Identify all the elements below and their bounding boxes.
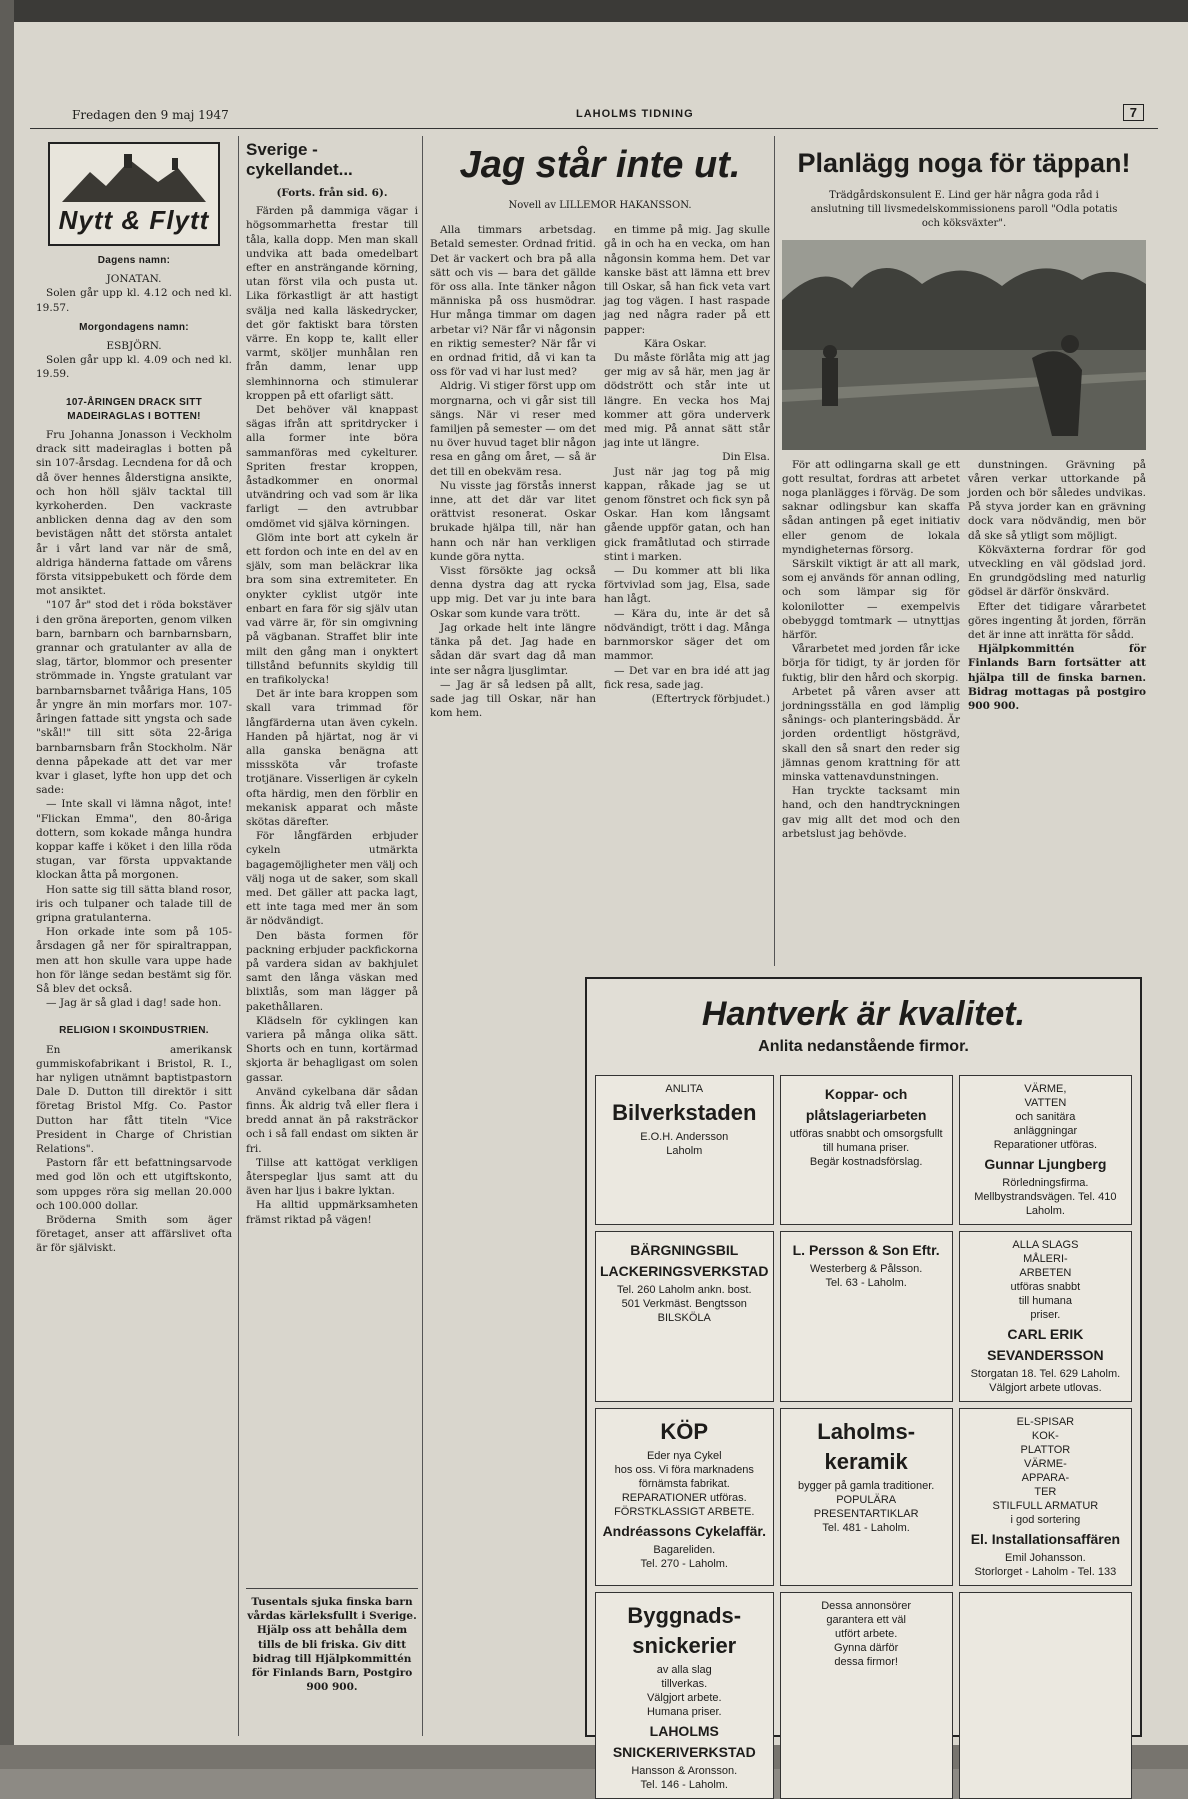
article-paragraph: För långfärden erbjuder cykeln utmärkta bagagemöjligheter men välj och välj noga ut de saker, som skall med. Det gäller att packa lagt, ett inte taga med mer än som är nödvändigt. <box>246 830 418 928</box>
article-paragraph: Du måste förlåta mig att jag ger mig av så här, men jag är dödstrött och står inte ut längre. En vecka hos Maj kommer att göra underverk med mig. På annat sätt står jag inte ut längre. <box>604 352 770 450</box>
day-name-label: Dagens namn: <box>97 255 171 266</box>
article-paragraph: Alla timmars arbetsdag. Betald semester. Ordnad fritid. Det är vackert och bra på alla sätt och vis — bara det gällde för oss alla. Inte tänker någon människa på oss husmödrar. Hur många timmar om dagen arbetar vi? När får vi någonsin en riktig semester? När får vi en ordnad fritid, då vi kan ta oss för vad vi har lust med? <box>430 224 596 379</box>
ad-line: EL-SPISAR <box>1016 1416 1075 1428</box>
ad-cell <box>959 1075 1132 1225</box>
ad-line: Storlorget - Laholm - Tel. 133 <box>974 1566 1117 1578</box>
ad-line: Gynna därför <box>834 1642 899 1654</box>
ad-line: Mellbystrandsvägen. Tel. 410 <box>974 1191 1117 1203</box>
sverige-column <box>246 136 418 1736</box>
ad-line: Reparationer utföras. <box>993 1139 1098 1151</box>
article-paragraph: Hon satte sig till sätta bland rosor, iris och tulpaner och talade till de gripna gratulanterna. <box>36 883 232 924</box>
ad-line: ALLA SLAGS <box>1012 1239 1079 1251</box>
article-paragraph: Den bästa formen för packning erbjuder packfickorna på vardera sidan av bakhjulet samt den långa väskan med blixtlås, som man lägger på pakethållaren. <box>246 929 418 1013</box>
article-paragraph: — Jag är så ledsen på allt, sade jag till Oskar, när han kom hem. <box>430 678 596 720</box>
article-paragraph: Särskilt viktigt är att all mark, som ej används för annan odling, och som lämpar sig för kolonilotter — exempelvis obebyggd tomtmark — utnyttjas härför. <box>782 558 960 642</box>
ad-line: L. Persson & Son Eftr. <box>792 1242 940 1258</box>
article-paragraph: Aldrig. Vi stiger först upp om morgnarna, och vi går sist till sängs. När vi reser med familjen på semester — om det nu över huvud taget blir någon resa en gång om året, — så är det till en obekväm resa. <box>430 380 596 478</box>
nytt-column <box>36 136 232 1736</box>
issue-date: Fredagen den 9 maj 1947 <box>72 108 229 122</box>
article-paragraph: — Jag är så glad i dag! sade hon. <box>46 997 222 1010</box>
rooftop-sketch-icon <box>60 152 208 204</box>
ad-line: hos oss. Vi föra marknadens förnämsta fabrikat. <box>614 1464 754 1490</box>
masthead <box>36 100 1152 130</box>
column-rule <box>774 136 775 966</box>
article-paragraph: — Det var en bra idé att jag fick resa, sade jag. <box>604 664 770 691</box>
novell-section <box>430 136 770 966</box>
ad-line: Tel. 63 - Laholm. <box>825 1277 907 1289</box>
ad-cell <box>959 1592 1132 1799</box>
ad-line: Dessa annonsörer <box>821 1600 912 1612</box>
ad-line: KÖP <box>660 1419 709 1444</box>
ad-line: SNICKERIVERKSTAD <box>612 1744 756 1760</box>
novell-right-column <box>604 223 770 720</box>
article-paragraph: Bröderna Smith som äger företaget, anser att affärslivet ofta är för själviskt. <box>36 1214 232 1255</box>
planlagg-left-column <box>782 458 960 841</box>
ad-line: Storgatan 18. Tel. 629 Laholm. <box>970 1368 1121 1380</box>
article-paragraph: Det behöver väl knappast sägas ifrån att spritdrycker i alla former inte böra sammanföras med cykelturer. Spriten frestar kroppen, åstadkommer en onormal utvändring och vad som är lika farligt — den avtrubbar omdömet vid själva körningen. <box>246 404 418 530</box>
ad-line: BILSKÖLA <box>657 1312 711 1324</box>
page-number: 7 <box>1123 104 1144 121</box>
article-headline: 107-ÅRINGEN DRACK SITT MADEIRAGLAS I BOTTEN! <box>65 396 203 422</box>
article-paragraph: en timme på mig. Jag skulle gå in och ha en vecka, om han någonsin komma hem. Det var kanske bäst att lämna ett brev till Oskar, så han fick veta vart jag tog vägen. I hast raspade jag ned några rader på ett papper: <box>604 224 770 336</box>
article-paragraph: Just när jag tog på mig kappan, råkade jag se ut genom fönstret och fick syn på Oskar. Han kom långsamt gående uppför gatan, och han gick framåtlutad och stirrade stint i marken. <box>604 465 770 563</box>
article-paragraph: Ha alltid uppmärksamheten främst riktad på vägen! <box>246 1199 418 1226</box>
novell-left-column <box>430 223 596 720</box>
ad-line: E.O.H. Andersson <box>640 1131 729 1143</box>
ad-line: Tel. 270 - Laholm. <box>640 1558 728 1570</box>
article-paragraph: Det är inte bara kroppen som skall vara trimmad för långfärderna utan även cykeln. Handen på hjärtat, nog är vi alla ganska benägna att misssköta vår trofaste trotjänare. Visserligen är cykeln ofta härdig, men den förblir en mekanisk apparat och måste skötas därefter. <box>246 688 418 828</box>
garden-photo <box>782 240 1146 450</box>
ad-line: APPARA- <box>1021 1472 1070 1484</box>
ad-cell <box>595 1231 774 1402</box>
ad-cell <box>780 1592 953 1799</box>
ad-line: utföras snabbt och omsorgsfullt till humana priser. <box>789 1128 943 1154</box>
article-paragraph: "107 år" stod det i röda bokstäver i den gröna äreporten, genom vilken barn, barnbarn och barnbarnsbarn, grannar och gratulanter av alla de slag, tärtor, blommor och presenter strömmade in. Yngste gratulant var barnbarnsbarnet tvååriga Hans, 105 år yngre än min morfars mor. 107-åringen fattade sitt yngsta och sade "skål!" till sitt söta 22-åriga barnbarnsbarn från Stockholm. När denna påpekade att det var mer kvar i glaset, lyfte hon upp det och sade: <box>36 599 232 797</box>
ad-line: VÄRME, <box>1024 1083 1067 1095</box>
planlagg-section <box>782 136 1146 966</box>
article-paragraph: Vårarbetet med jorden får icke börja för tidigt, ty är jorden för fuktig, blir den hård och skorpig. <box>782 643 960 684</box>
ad-grid <box>595 1075 1132 1791</box>
ad-line: Välgjort arbete. <box>646 1692 722 1704</box>
ad-line: LAHOLMS <box>649 1723 719 1739</box>
ad-line: Andréassons Cykelaffär. <box>602 1523 766 1539</box>
ad-line: Westerberg & Pålsson. <box>810 1263 923 1275</box>
ad-line: Rörledningsfirma. <box>1002 1177 1089 1189</box>
ad-line: El. Installationsaffären <box>970 1531 1121 1547</box>
tomorrow-name-label: Morgondagens namn: <box>79 321 189 333</box>
ad-headline: Hantverk är kvalitet. <box>701 995 1026 1033</box>
article-paragraph: — Inte skall vi lämna något, inte! "Flickan Emma", den 80-åriga dottern, som kokade många hundra koppar kaffe i köket i den lilla röda stugan, var första uppvaktande klockan åtta på morgonen. <box>36 798 232 882</box>
article-paragraph: Han tryckte tacksamt min hand, och den handtryckningen gav mig allt det mod och den arbetslust jag behövde. <box>782 785 960 840</box>
novell-byline: Novell av LILLEMOR HAKANSSON. <box>508 200 692 211</box>
article-paragraph: En amerikansk gummiskofabrikant i Bristol, R. I., har nyligen utnämnt baptistpastorn Dale D. Dutton till direktör i sitt företag Bristol Mfg. Co. Pastor Dutton har fått titeln "Vice President in Charge of Christian Relations". <box>36 1043 232 1155</box>
ad-line: Eder nya Cykel <box>646 1450 722 1462</box>
ad-line: VATTEN <box>1024 1097 1067 1109</box>
article-paragraph: För att odlingarna skall ge ett gott resultat, fordras att arbetet noga planlägges i förväg. De som saknar odlingsbur kan skaffa sådan antingen på eget initiativ eller genom de lokala myndigheternas försorg. <box>782 458 960 556</box>
masthead-rule <box>30 128 1158 129</box>
ad-line: CARL ERIK <box>1007 1326 1084 1342</box>
ad-line: TER <box>1034 1486 1057 1498</box>
ad-cell <box>780 1231 953 1402</box>
article-paragraph: Visst försökte jag också denna dystra dag att rycka upp mig. Det var ju inte bara Oskar som kunde vara trött. <box>430 565 596 620</box>
ad-subtitle: Anlita nedanstående firmor. <box>758 1038 969 1055</box>
article-paragraph: Pastorn får ett befattningsarvode med god lön och ett utgiftskonto, som uppges röra sig mellan 20.000 och 100.000 dollar. <box>36 1157 232 1212</box>
day-name: JONATAN. <box>106 273 162 286</box>
ad-line: snickerier <box>632 1633 737 1658</box>
ad-line: till humana <box>1018 1295 1072 1307</box>
article-paragraph: Hon orkade inte som på 105-årsdagen gå ner för spiraltrappan, men att hon skulle vara uppe hade hon för länge sedan bestämt sig för. Så blev det också. <box>36 926 232 995</box>
planlagg-headline: Planlägg noga för täppan! <box>797 148 1131 178</box>
ad-line: utföras snabbt <box>1010 1281 1081 1293</box>
novell-headline: Jag står inte ut. <box>459 144 741 186</box>
ad-line: Koppar- och <box>824 1086 908 1102</box>
article-paragraph: dunstningen. Grävning på våren verkar uttorkande på jorden och bör således undvikas. På styva jorder kan en grävning dock vara nödvändig, men bör då ske så ytligt som möjligt. <box>968 458 1146 542</box>
article-paragraph: Glöm inte bort att cykeln är ett fordon och inte en del av en själv, som man beläckrar lika bra som sina extremiteter. En onykter cyklist utgör inte enbart en fara för sig själv utan vad värre är, för sin omgivning på vägbanan. Straffet blir inte milt den gång man i onyktert tillstånd befunnits skyldig till en trafikolycka! <box>246 531 418 686</box>
ad-cell <box>595 1592 774 1799</box>
ad-line: Tel. 260 Laholm ankn. bost. <box>617 1284 752 1296</box>
article-paragraph: Fru Johanna Jonasson i Veckholm drack sitt madeiraglas i botten på sin 107-årsdag. Lecndena for då och då över hennes ålderstigna ansikte, och hon höll själv tacktal till kyrkoherden. Den vackraste anblicken denna dag av den som bevistägen nått det största antalet år i vårt land var när de små, aldriga händerna fattade om vårens första vitsippebukett och förde dem mot ansiktet. <box>36 429 232 598</box>
ad-line: FÖRSTKLASSIGT ARBETE. <box>614 1506 755 1518</box>
ad-line: KOK- <box>1031 1430 1059 1442</box>
article-paragraph: Färden på dammiga vägar i högsommarhetta frestar till tåla, kalla dopp. Men man skall undvika att bada omedelbart efter en ansträngande körning, utan först vila och pusta ut. Lika förkastligt är att hastigt svälja ned kalla läskedrycker, det gör faktiskt bara törsten värre. En kopp te, kallt eller varmt, sköljer munhålan ren från damm, lenar upp slemhinnorna och stimulerar kroppen på ett ofarligt sätt. <box>246 205 418 402</box>
ad-line: BÄRGNINGSBIL <box>630 1242 739 1258</box>
ad-line: Laholms- <box>817 1419 916 1444</box>
ad-line: VÄRME- <box>1023 1458 1067 1470</box>
ad-line: Laholm <box>666 1145 703 1157</box>
ad-line: Tel. 146 - Laholm. <box>640 1779 728 1791</box>
tomorrow-name: ESBJÖRN. <box>106 340 162 353</box>
article-paragraph: Efter det tidigare vårarbetet göres ingenting åt jorden, förrän det är inne att inrätta för sådd. <box>968 600 1146 642</box>
planlagg-right-column <box>968 458 1146 841</box>
ad-line: i god sortering <box>1010 1514 1081 1526</box>
ad-line: anläggningar <box>1013 1125 1078 1137</box>
craft-ad-block <box>585 977 1142 1791</box>
article-paragraph: Klädseln för cyklingen kan variera på många olika sätt. Shorts och en tunn, kortärmad skjorta är behagligast om solen gassar. <box>246 1014 418 1084</box>
finland-appeal-short: Hjälpkommittén för Finlands Barn fortsätter att hjälpa till de finska barnen. Bidrag mottagas på postgiro 900 900. <box>968 643 1146 713</box>
ad-line: ARBETEN <box>1019 1267 1072 1279</box>
sunrise-today: Solen går upp kl. 4.12 och ned kl. 19.57. <box>36 287 232 314</box>
planlagg-intro: Trädgårdskonsulent E. Lind ger här några goda råd i anslutning till livsmedelskommissionens paroll "Odla potatis och köksväxter". <box>810 190 1118 230</box>
gardening-photo-icon <box>782 240 1146 450</box>
ad-line: POPULÄRA <box>836 1494 897 1506</box>
ad-line: Hansson & Aronsson. <box>631 1765 738 1777</box>
ad-line: Gunnar Ljungberg <box>984 1156 1107 1172</box>
ad-line: Välgjort arbete utlovas. <box>989 1382 1102 1394</box>
ad-cell <box>959 1408 1132 1586</box>
ad-line: REPARATIONER utföras. <box>621 1492 747 1504</box>
copyright-note: (Eftertryck förbjudet.) <box>651 692 770 705</box>
sunrise-tomorrow: Solen går upp kl. 4.09 och ned kl. 19.59. <box>36 354 232 381</box>
ad-line: PLATTOR <box>1020 1444 1071 1456</box>
article-headline: RELIGION I SKOINDUSTRIEN. <box>59 1025 209 1037</box>
ad-line: STILFULL ARMATUR <box>992 1500 1099 1512</box>
scan-left-edge <box>0 0 14 1769</box>
ad-line: tillverkas. <box>661 1678 708 1690</box>
letter-signature: Din Elsa. <box>722 451 770 464</box>
paper-name: LAHOLMS TIDNING <box>576 108 694 120</box>
ad-line: PRESENTARTIKLAR <box>813 1508 919 1520</box>
article-paragraph: — Kära du, inte är det så nödvändigt, trött i dag. Många barnmorskor säger det om mammor. <box>604 607 770 663</box>
ad-line: Bagareliden. <box>653 1544 716 1556</box>
ad-line: plåtslageriarbeten <box>805 1107 927 1123</box>
ad-line: keramik <box>824 1449 908 1474</box>
ad-cell <box>959 1231 1132 1402</box>
article-paragraph: Kökväxterna fordrar för god utveckling en väl gödslad jord. En grundgödsling med naturlig gödsel är därför önskvärd. <box>968 543 1146 599</box>
ad-line: Begär kostnadsförslag. <box>809 1156 923 1168</box>
nytt-flytt-vignette <box>48 142 220 246</box>
ad-line: Laholm. <box>1025 1205 1065 1217</box>
ad-line: SEVANDERSSON <box>987 1347 1104 1363</box>
sverige-headline: Sverige - cykellandet... <box>246 140 353 179</box>
article-paragraph: Använd cykelbana där sådan finns. Åk aldrig två eller flera i bredd annat än på raksträckor och i så fall endast om sikten är fri. <box>246 1085 418 1155</box>
article-paragraph: — Du kommer att bli lika förtvivlad som jag, Elsa, sade han lågt. <box>604 565 770 606</box>
ad-line: LACKERINGSVERKSTAD <box>600 1263 769 1279</box>
ad-line: av alla slag <box>656 1664 712 1676</box>
ad-cell <box>780 1408 953 1586</box>
nytt-flytt-title: Nytt & Flytt <box>58 205 210 235</box>
ad-line: MÅLERI- <box>1023 1253 1068 1265</box>
scan-top-edge <box>0 0 1188 22</box>
ad-line: garantera ett väl <box>826 1614 906 1626</box>
column-rule <box>238 136 239 1736</box>
ad-line: och sanitära <box>1015 1111 1076 1123</box>
ad-line: Bilverkstaden <box>612 1100 757 1125</box>
finland-appeal: Tusentals sjuka finska barn vårdas kärleksfullt i Sverige. Hjälp oss att behålla dem tills de bli friska. Giv ditt bidrag till Hjälpkommittén för Finlands Barn, Postgiro 900 900. <box>246 1588 418 1675</box>
column-rule <box>422 136 423 1736</box>
ad-line: Tel. 481 - Laholm. <box>822 1522 910 1534</box>
ad-line: ANLITA <box>665 1083 704 1095</box>
ad-cell <box>595 1408 774 1586</box>
ad-cell <box>595 1075 774 1225</box>
ad-line: Byggnads- <box>627 1603 742 1628</box>
ad-line: 501 Verkmäst. Bengtsson <box>621 1298 747 1310</box>
ad-line: Humana priser. <box>646 1706 722 1718</box>
ad-line: bygger på gamla traditioner. <box>797 1480 935 1492</box>
letter-salutation: Kära Oskar. <box>644 337 707 350</box>
ad-cell <box>780 1075 953 1225</box>
continued-note: (Forts. från sid. 6). <box>276 187 388 199</box>
ad-line: dessa firmor! <box>834 1656 898 1668</box>
article-paragraph: Nu visste jag förstås innerst inne, att det där var litet orättvist resonerat. Oskar brukade hjälpa till, när han hann och när han verkligen kunde göra nytta. <box>430 479 596 563</box>
ad-line: priser. <box>1030 1309 1061 1321</box>
article-paragraph: Tillse att kattögat verkligen återspeglar ljus samt att du även har ljus i bakre lyktan. <box>246 1156 418 1198</box>
ad-line: Emil Johansson. <box>1005 1552 1086 1564</box>
ad-line: utfört arbete. <box>834 1628 898 1640</box>
article-paragraph: Arbetet på våren avser att jordningsställa en god lämplig sånings- och planteringsbädd. Är jorden ordentligt höstgrävd, skall den så snart den reder sig jämnas genom krattning för att minska vattenavdunstningen. <box>782 685 960 784</box>
article-paragraph: Jag orkade helt inte längre tänka på det. Jag hade en sådan där svart dag då man inte ser några ljusglimtar. <box>430 621 596 677</box>
